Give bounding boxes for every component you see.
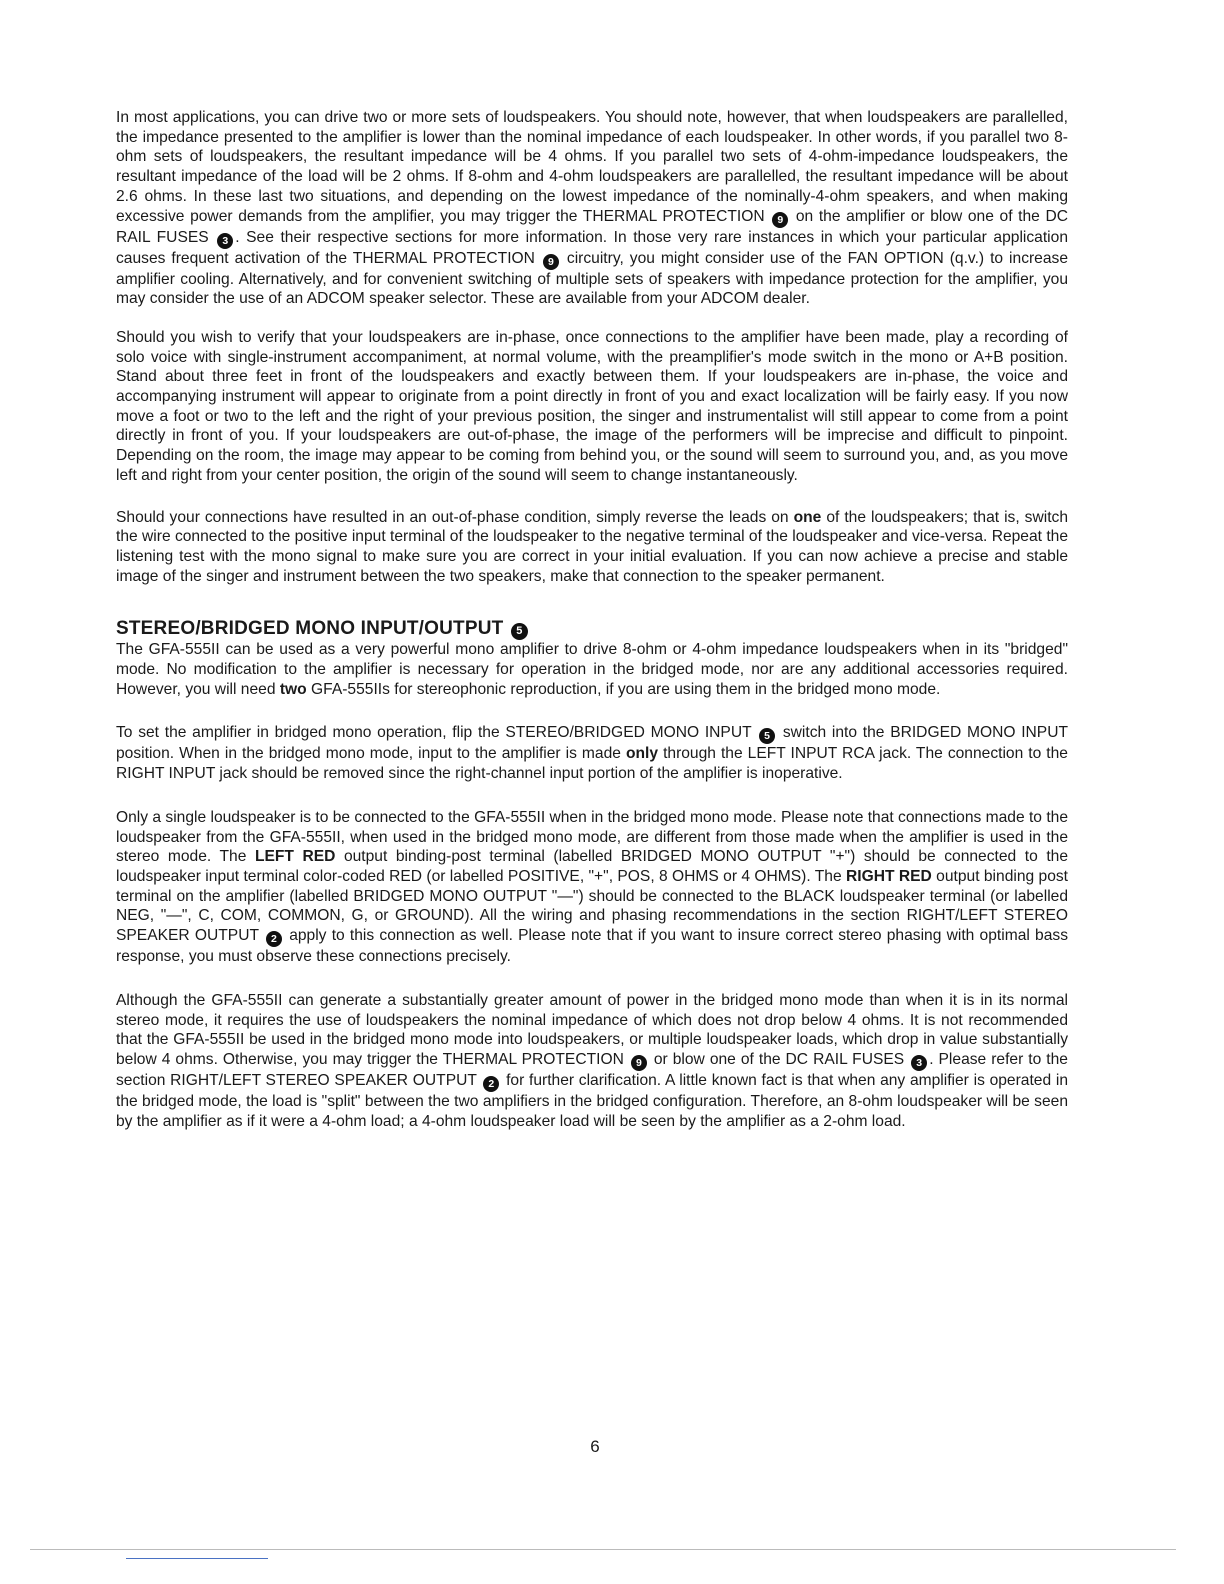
paragraph-bridged-load: Although the GFA-555II can generate a substantially greater amount of power in the bridged mono mode than when it is in its normal stereo mode, it requires the use of loudspeakers the nominal impedance of which does not drop below 4 ohms. It is not recommended that the GFA-555II be used in the bridged mono mode into loudspeakers, or multiple loudspeaker loads, which drop in value substantially below 4 ohms. Otherwise, you may trigger the THERMAL PROTECTION 9 or blow one of the DC RAIL FUSES 3 . Please refer to the section RIGHT/LEFT STEREO SPEAKER OUTPUT 2 for further clarification. A little known fact is that when any amplifier is operated in the bridged mode, the load is "split" between the two amplifiers in the bridged configuration. Therefore, an 8-ohm loudspeaker will be seen by the amplifier as if it were a 4-ohm load; a 4-ohm loudspeaker load will be seen by the amplifier as a 2-ohm load.: [116, 991, 1069, 1130]
number-3-icon: 3: [217, 233, 233, 249]
paragraph-out-of-phase: Should your connections have resulted in an out-of-phase condition, simply reverse the leads on one of the loudspeakers; that is, switch the wire connected to the positive input terminal of the loudspeaker to the negative terminal of the loudspeaker and vice-versa. Repeat the listening test with the mono signal to make sure you are correct in your initial evaluation. If you can now achieve a precise and stable image of the singer and instrument between the two speakers, make that connection to the speaker permanent.: [116, 508, 1068, 585]
paragraph-bridged-setup: To set the amplifier in bridged mono operation, flip the STEREO/BRIDGED MONO INPUT 5 switch into the BRIDGED MONO INPUT position. When in the bridged mono mode, input to the amplifier is made only through the LEFT INPUT RCA jack. The connection to the RIGHT INPUT jack should be removed since the right-channel input portion of the amplifier is inoperative.: [116, 724, 1068, 783]
number-2-icon: 2: [266, 931, 282, 947]
page-number: 6: [590, 1437, 600, 1456]
number-9-icon: 9: [631, 1055, 647, 1071]
number-5-icon: 5: [759, 728, 775, 744]
number-5-icon: 5: [511, 623, 528, 640]
paragraph-bridged-connections: Only a single loudspeaker is to be connected to the GFA-555II when in the bridged mono mode. Please note that connections made to the loudspeaker from the GFA-555II, when used in the bridged mono mode, are different from those made when the amplifier is used in the stereo mode. The LEFT RED output binding-post terminal (labelled BRIDGED MONO OUTPUT "+") should be connected to the loudspeaker input terminal color-coded RED (or labelled POSITIVE, "+", POS, 8 OHMS or 4 OHMS). The RIGHT RED output binding post terminal on the amplifier (labelled BRIDGED MONO OUTPUT "—") should be connected to the BLACK loudspeaker terminal (or labelled NEG, "—", C, COM, COMMON, G, or GROUND). All the wiring and phasing recommendations in the section RIGHT/LEFT STEREO SPEAKER OUTPUT 2 apply to this connection as well. Please note that if you want to insure correct stereo phasing with optimal bass response, you must observe these connections precisely.: [116, 808, 1068, 966]
number-2-icon: 2: [483, 1076, 499, 1092]
paragraph-phase-check: Should you wish to verify that your loudspeakers are in-phase, once connections to the amplifier have been made, play a recording of solo voice with single-instrument accompaniment, at normal volume, with the preamplifier's mode switch in the mono or A+B position. Stand about three feet in front of the loudspeakers and exactly between them. If your loudspeakers are in-phase, the voice and accompanying instrument will appear to originate from a point directly in front of you and exact localization will be fairly easy. If you now move a foot or two to the left and the right of your previous position, the singer and instrumentalist will still appear to come from a point directly in front of you. If your loudspeakers are out-of-phase, the image of the performers will be imprecise and difficult to pinpoint. Depending on the room, the image may appear to be coming from behind you, or the sound will seem to surround you, and, as you move left and right from your center position, the origin of the sound will seem to change instantaneously.: [116, 328, 1068, 484]
number-3-icon: 3: [911, 1055, 927, 1071]
document-page: [116, 108, 1068, 1131]
number-9-icon: 9: [772, 212, 788, 228]
section-heading: STEREO/BRIDGED MONO INPUT/OUTPUT 5: [116, 618, 1068, 640]
paragraph-bridged-intro: The GFA-555II can be used as a very powerful mono amplifier to drive 8-ohm or 4-ohm impedance loudspeakers when in its "bridged" mode. No modification to the amplifier is necessary for operation in the bridged mode, nor are any additional accessories required. However, you will need two GFA-555IIs for stereophonic reproduction, if you are using them in the bridged mono mode.: [116, 641, 1068, 698]
number-9-icon: 9: [543, 254, 559, 270]
footer-rule: [30, 1549, 1176, 1550]
paragraph-multiple-loudspeakers: In most applications, you can drive two or more sets of loudspeakers. You should note, however, that when loudspeakers are parallelled, the impedance presented to the amplifier is lower than the nominal impedance of each loudspeaker. In other words, if you parallel two 8-ohm sets of loudspeakers, the resultant impedance will be 4 ohms. If you parallel two sets of 4-ohm-impedance loudspeakers, the resultant impedance of the load will be 2 ohms. If 8-ohm and 4-ohm loudspeakers are parallelled, the resultant impedance will be about 2.6 ohms. In these last two situations, and depending on the lowest impedance of the nominally-4-ohm speakers, and when making excessive power demands from the amplifier, you may trigger the THERMAL PROTECTION 9 on the amplifier or blow one of the DC RAIL FUSES 3 . See their respective sections for more information. In those very rare instances in which your particular application causes frequent activation of the THERMAL PROTECTION 9 circuitry, you might consider use of the FAN OPTION (q.v.) to increase amplifier cooling. Alternatively, and for convenient switching of multiple sets of speakers with impedance protection for the amplifier, you may consider the use of an ADCOM speaker selector. These are available from your ADCOM dealer.: [116, 109, 1068, 308]
footer-link-rule: [126, 1558, 268, 1559]
